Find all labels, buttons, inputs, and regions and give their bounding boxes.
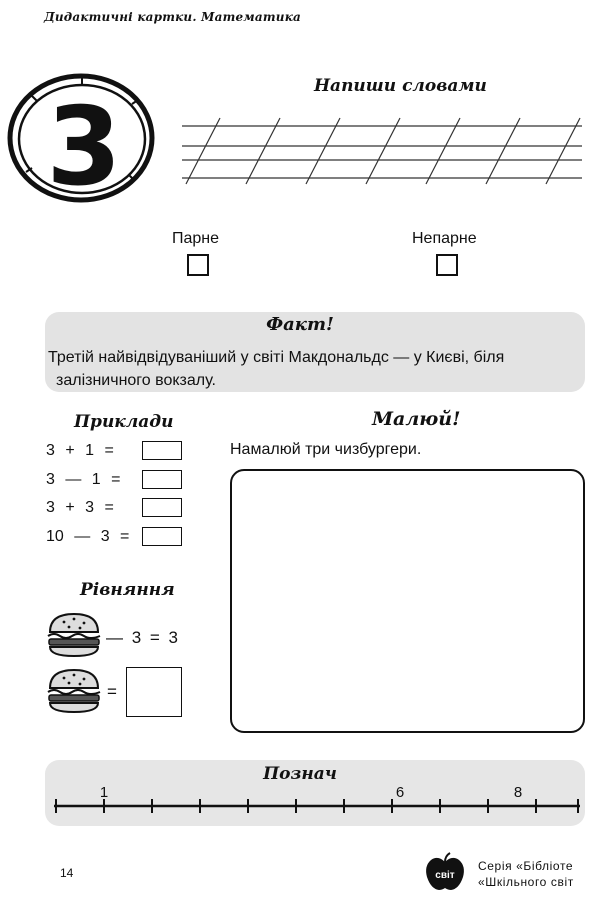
odd-label: Непарне: [412, 230, 477, 247]
big-digit: 3: [46, 85, 122, 204]
equation-answer-box[interactable]: [126, 667, 182, 717]
example-row: [46, 441, 182, 460]
logo-text: світ: [435, 870, 455, 881]
answer-box[interactable]: [142, 441, 182, 460]
fact-line-1: Третій найвідвідуваніший у світі Макдональдс — у Києві, біля: [48, 349, 505, 366]
draw-title: Малюй!: [372, 408, 461, 430]
odd-checkbox[interactable]: [436, 254, 458, 276]
page-number: 14: [60, 866, 74, 880]
example-expression: 3 — 1 =: [46, 470, 121, 488]
number-badge: [6, 72, 156, 204]
examples-title: Приклади: [74, 412, 174, 432]
writing-lines[interactable]: [180, 112, 585, 186]
series-caption: [478, 858, 574, 890]
number-line[interactable]: [52, 780, 582, 820]
example-expression: 10 — 3 =: [46, 527, 130, 545]
tick-label-8: 8: [513, 784, 523, 801]
publisher-logo: [424, 852, 466, 892]
answer-box[interactable]: [142, 498, 182, 517]
answer-box[interactable]: [142, 527, 182, 546]
equation-1-text: — 3 = 3: [106, 628, 179, 647]
series-line-1: Серія «Бібліоте: [478, 859, 574, 873]
tick-label-1: 1: [99, 784, 109, 801]
fact-text: [48, 346, 588, 392]
equation-2-equals: =: [107, 682, 117, 701]
fact-line-2: залізничного вокзалу.: [56, 372, 216, 389]
example-row: [46, 470, 182, 489]
number-line-title: Познач: [263, 764, 337, 784]
even-label: Парне: [172, 230, 220, 247]
tick-label-6: 6: [395, 784, 405, 801]
burger-icon: [46, 668, 102, 714]
example-row: [46, 498, 182, 517]
example-row: [46, 527, 182, 546]
burger-icon: [46, 612, 102, 658]
write-words-title: Напиши словами: [314, 76, 487, 96]
series-line-2: «Шкільного світ: [478, 875, 574, 889]
page-header: Дидактичні картки. Математика: [44, 10, 301, 24]
draw-instruction: Намалюй три чизбургери.: [230, 441, 422, 458]
example-expression: 3 + 1 =: [46, 441, 114, 459]
answer-box[interactable]: [142, 470, 182, 489]
even-checkbox[interactable]: [187, 254, 209, 276]
example-expression: 3 + 3 =: [46, 498, 114, 516]
equations-title: Рівняння: [80, 580, 175, 600]
fact-title: Факт!: [266, 314, 334, 335]
drawing-area[interactable]: [230, 469, 585, 733]
